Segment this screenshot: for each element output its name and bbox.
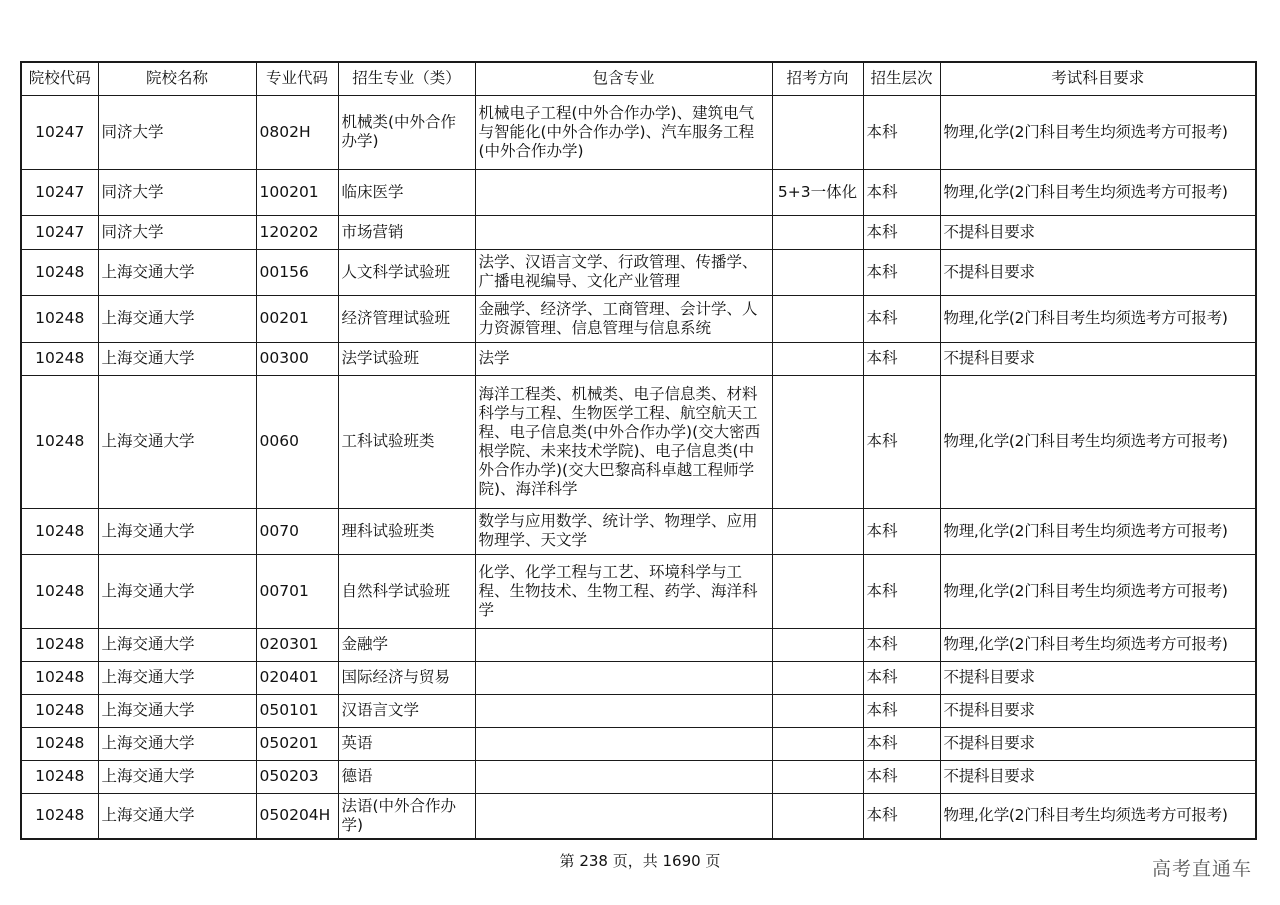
requirement-cell: 不提科目要求 xyxy=(940,727,1256,760)
table-row xyxy=(21,295,1256,342)
table-row xyxy=(21,760,1256,793)
school-name-cell: 上海交通大学 xyxy=(98,249,256,295)
direction-cell xyxy=(772,95,863,169)
includes-cell: 海洋工程类、机械类、电子信息类、材料科学与工程、生物医学工程、航空航天工程、电子信息类(中外合作办学)(交大密西根学院、未来技术学院)、电子信息类(中外合作办学)(交大巴黎高科卓越工程师学院)、海洋科学 xyxy=(475,375,772,508)
requirement-cell: 物理,化学(2门科目考生均须选考方可报考) xyxy=(940,375,1256,508)
requirement-cell: 物理,化学(2门科目考生均须选考方可报考) xyxy=(940,793,1256,839)
school-name-cell: 上海交通大学 xyxy=(98,760,256,793)
school-code-cell: 10248 xyxy=(21,628,98,661)
includes-cell: 法学、汉语言文学、行政管理、传播学、广播电视编导、文化产业管理 xyxy=(475,249,772,295)
school-code-cell: 10248 xyxy=(21,508,98,554)
school-code-cell: 10248 xyxy=(21,793,98,839)
watermark: 高考直通车 xyxy=(1151,858,1252,880)
major-cell: 经济管理试验班 xyxy=(338,295,475,342)
major-code-cell: 020301 xyxy=(256,628,338,661)
table-row xyxy=(21,342,1256,375)
level-cell: 本科 xyxy=(863,694,940,727)
major-cell: 法学试验班 xyxy=(338,342,475,375)
level-cell: 本科 xyxy=(863,628,940,661)
major-code-cell: 050201 xyxy=(256,727,338,760)
requirement-cell: 不提科目要求 xyxy=(940,694,1256,727)
major-code-cell: 00701 xyxy=(256,554,338,628)
direction-cell xyxy=(772,375,863,508)
school-name-cell: 上海交通大学 xyxy=(98,694,256,727)
includes-cell xyxy=(475,793,772,839)
admission-table xyxy=(20,61,1257,840)
direction-cell xyxy=(772,508,863,554)
school-code-cell: 10248 xyxy=(21,661,98,694)
includes-cell: 机械电子工程(中外合作办学)、建筑电气与智能化(中外合作办学)、汽车服务工程(中外合作办学) xyxy=(475,95,772,169)
major-code-cell: 0802H xyxy=(256,95,338,169)
table-row xyxy=(21,375,1256,508)
requirement-cell: 物理,化学(2门科目考生均须选考方可报考) xyxy=(940,295,1256,342)
major-code-cell: 00300 xyxy=(256,342,338,375)
includes-cell xyxy=(475,661,772,694)
table-body xyxy=(21,95,1256,839)
major-code-cell: 00156 xyxy=(256,249,338,295)
school-code-cell: 10247 xyxy=(21,95,98,169)
major-cell: 德语 xyxy=(338,760,475,793)
includes-cell xyxy=(475,694,772,727)
major-code-cell: 00201 xyxy=(256,295,338,342)
level-cell: 本科 xyxy=(863,554,940,628)
direction-cell xyxy=(772,661,863,694)
major-cell: 机械类(中外合作办学) xyxy=(338,95,475,169)
school-code-cell: 10248 xyxy=(21,295,98,342)
level-cell: 本科 xyxy=(863,760,940,793)
level-cell: 本科 xyxy=(863,295,940,342)
school-name-cell: 上海交通大学 xyxy=(98,375,256,508)
major-cell: 英语 xyxy=(338,727,475,760)
major-code-cell: 050203 xyxy=(256,760,338,793)
includes-cell xyxy=(475,760,772,793)
major-code-cell: 120202 xyxy=(256,215,338,249)
requirement-cell: 不提科目要求 xyxy=(940,215,1256,249)
major-cell: 临床医学 xyxy=(338,169,475,215)
table-row xyxy=(21,169,1256,215)
major-cell: 人文科学试验班 xyxy=(338,249,475,295)
school-code-cell: 10248 xyxy=(21,249,98,295)
major-cell: 自然科学试验班 xyxy=(338,554,475,628)
direction-cell: 5+3一体化 xyxy=(772,169,863,215)
level-cell: 本科 xyxy=(863,661,940,694)
school-name-cell: 上海交通大学 xyxy=(98,342,256,375)
school-name-cell: 上海交通大学 xyxy=(98,295,256,342)
header-school-code: 院校代码 xyxy=(21,62,98,95)
major-cell: 法语(中外合作办学) xyxy=(338,793,475,839)
school-code-cell: 10248 xyxy=(21,760,98,793)
includes-cell: 法学 xyxy=(475,342,772,375)
direction-cell xyxy=(772,249,863,295)
includes-cell xyxy=(475,628,772,661)
direction-cell xyxy=(772,793,863,839)
requirement-cell: 不提科目要求 xyxy=(940,249,1256,295)
header-major-code: 专业代码 xyxy=(256,62,338,95)
page-number: 第 238 页，共 1690 页 xyxy=(559,852,721,870)
requirement-cell: 物理,化学(2门科目考生均须选考方可报考) xyxy=(940,628,1256,661)
header-major: 招生专业（类） xyxy=(338,62,475,95)
table-row xyxy=(21,793,1256,839)
level-cell: 本科 xyxy=(863,793,940,839)
school-name-cell: 上海交通大学 xyxy=(98,793,256,839)
school-name-cell: 上海交通大学 xyxy=(98,727,256,760)
level-cell: 本科 xyxy=(863,169,940,215)
major-code-cell: 0060 xyxy=(256,375,338,508)
level-cell: 本科 xyxy=(863,727,940,760)
major-cell: 理科试验班类 xyxy=(338,508,475,554)
includes-cell: 化学、化学工程与工艺、环境科学与工程、生物技术、生物工程、药学、海洋科学 xyxy=(475,554,772,628)
includes-cell: 数学与应用数学、统计学、物理学、应用物理学、天文学 xyxy=(475,508,772,554)
major-code-cell: 050101 xyxy=(256,694,338,727)
requirement-cell: 不提科目要求 xyxy=(940,760,1256,793)
table-row xyxy=(21,661,1256,694)
level-cell: 本科 xyxy=(863,215,940,249)
school-code-cell: 10247 xyxy=(21,169,98,215)
major-cell: 市场营销 xyxy=(338,215,475,249)
school-code-cell: 10248 xyxy=(21,554,98,628)
table-row xyxy=(21,727,1256,760)
table-row xyxy=(21,628,1256,661)
includes-cell xyxy=(475,727,772,760)
school-name-cell: 同济大学 xyxy=(98,95,256,169)
major-code-cell: 0070 xyxy=(256,508,338,554)
table-row xyxy=(21,249,1256,295)
major-code-cell: 020401 xyxy=(256,661,338,694)
direction-cell xyxy=(772,295,863,342)
level-cell: 本科 xyxy=(863,95,940,169)
school-name-cell: 上海交通大学 xyxy=(98,628,256,661)
school-name-cell: 上海交通大学 xyxy=(98,661,256,694)
school-code-cell: 10247 xyxy=(21,215,98,249)
major-cell: 汉语言文学 xyxy=(338,694,475,727)
requirement-cell: 物理,化学(2门科目考生均须选考方可报考) xyxy=(940,169,1256,215)
table-row xyxy=(21,694,1256,727)
includes-cell: 金融学、经济学、工商管理、会计学、人力资源管理、信息管理与信息系统 xyxy=(475,295,772,342)
direction-cell xyxy=(772,628,863,661)
requirement-cell: 不提科目要求 xyxy=(940,661,1256,694)
school-code-cell: 10248 xyxy=(21,342,98,375)
header-requirement: 考试科目要求 xyxy=(940,62,1256,95)
school-name-cell: 同济大学 xyxy=(98,215,256,249)
requirement-cell: 物理,化学(2门科目考生均须选考方可报考) xyxy=(940,95,1256,169)
header-includes: 包含专业 xyxy=(475,62,772,95)
table-header-row xyxy=(21,62,1256,95)
major-cell: 金融学 xyxy=(338,628,475,661)
level-cell: 本科 xyxy=(863,508,940,554)
school-name-cell: 上海交通大学 xyxy=(98,554,256,628)
table-row xyxy=(21,215,1256,249)
school-code-cell: 10248 xyxy=(21,727,98,760)
school-name-cell: 上海交通大学 xyxy=(98,508,256,554)
table-row xyxy=(21,508,1256,554)
requirement-cell: 物理,化学(2门科目考生均须选考方可报考) xyxy=(940,554,1256,628)
direction-cell xyxy=(772,760,863,793)
header-level: 招生层次 xyxy=(863,62,940,95)
level-cell: 本科 xyxy=(863,249,940,295)
direction-cell xyxy=(772,554,863,628)
direction-cell xyxy=(772,342,863,375)
includes-cell xyxy=(475,215,772,249)
header-school-name: 院校名称 xyxy=(98,62,256,95)
requirement-cell: 物理,化学(2门科目考生均须选考方可报考) xyxy=(940,508,1256,554)
major-cell: 工科试验班类 xyxy=(338,375,475,508)
level-cell: 本科 xyxy=(863,375,940,508)
school-code-cell: 10248 xyxy=(21,375,98,508)
direction-cell xyxy=(772,727,863,760)
level-cell: 本科 xyxy=(863,342,940,375)
includes-cell xyxy=(475,169,772,215)
table-row xyxy=(21,95,1256,169)
table-row xyxy=(21,554,1256,628)
direction-cell xyxy=(772,694,863,727)
direction-cell xyxy=(772,215,863,249)
school-name-cell: 同济大学 xyxy=(98,169,256,215)
major-cell: 国际经济与贸易 xyxy=(338,661,475,694)
header-direction: 招考方向 xyxy=(772,62,863,95)
major-code-cell: 050204H xyxy=(256,793,338,839)
school-code-cell: 10248 xyxy=(21,694,98,727)
requirement-cell: 不提科目要求 xyxy=(940,342,1256,375)
major-code-cell: 100201 xyxy=(256,169,338,215)
